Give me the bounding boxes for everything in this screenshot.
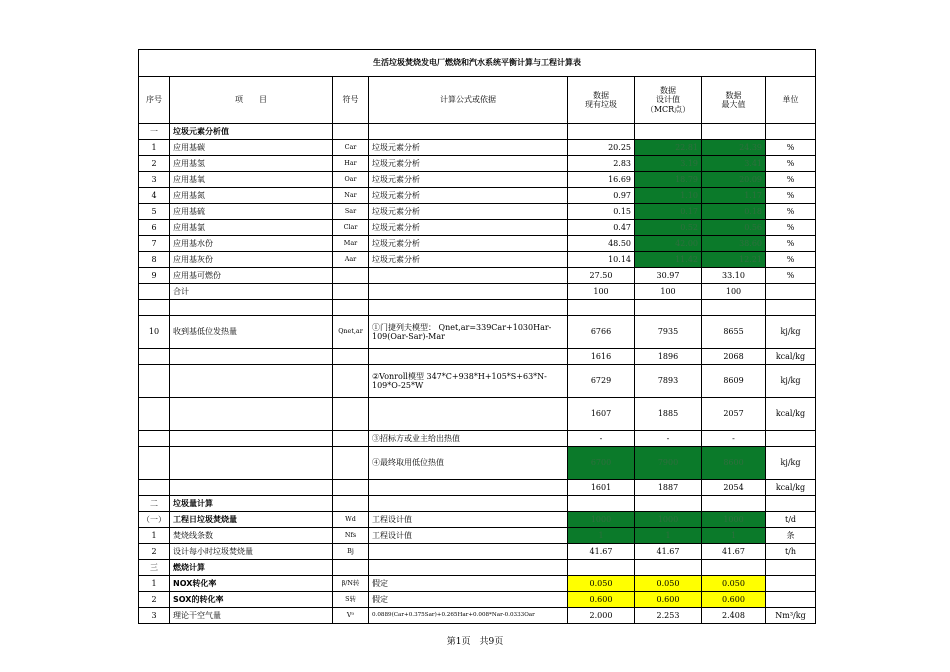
max-cell: 38.60	[702, 236, 766, 252]
seq-cell	[139, 398, 170, 431]
symbol-cell: Clar	[333, 220, 369, 236]
unit-cell: 条	[766, 528, 816, 544]
formula-cell: ②Vonroll模型 347*C+938*H+105*S+63*N-109*O-25*W	[369, 365, 568, 398]
design-cell: 0.52	[635, 220, 702, 236]
current-cell: 6766	[568, 316, 635, 349]
item-cell: 工程日垃圾焚烧量	[170, 512, 333, 528]
table-row	[139, 140, 816, 156]
max-cell: 1.17	[702, 188, 766, 204]
table-row	[139, 480, 816, 496]
current-cell: -	[568, 431, 635, 447]
current-cell: 0.600	[568, 592, 635, 608]
formula-cell: 垃圾元素分析	[369, 204, 568, 220]
header-design-text: 数据 设计值 （MCR点）	[645, 86, 691, 114]
item-cell: 应用基灰份	[170, 252, 333, 268]
design-cell: 1.10	[635, 188, 702, 204]
unit-cell	[766, 560, 816, 576]
item-cell: 应用基氧	[170, 172, 333, 188]
current-cell: 16.69	[568, 172, 635, 188]
unit-cell: kcal/kg	[766, 398, 816, 431]
design-cell: 30.97	[635, 268, 702, 284]
formula-cell: ④最终取用低位热值	[369, 447, 568, 480]
table-row	[139, 447, 816, 480]
item-cell: 燃烧计算	[170, 560, 333, 576]
max-cell: 12.21	[702, 252, 766, 268]
table-row	[139, 316, 816, 349]
max-cell: 2.408	[702, 608, 766, 624]
seq-cell: 5	[139, 204, 170, 220]
max-cell: 20.09	[702, 172, 766, 188]
unit-cell	[766, 124, 816, 140]
item-cell: 收到基低位发热量	[170, 316, 333, 349]
symbol-cell	[333, 300, 369, 316]
current-cell	[568, 496, 635, 512]
unit-cell: %	[766, 172, 816, 188]
current-cell: 48.50	[568, 236, 635, 252]
max-cell: 2054	[702, 480, 766, 496]
current-cell: 6700	[568, 447, 635, 480]
symbol-cell	[333, 480, 369, 496]
symbol-cell	[333, 431, 369, 447]
unit-cell: %	[766, 252, 816, 268]
max-cell: 24.39	[702, 140, 766, 156]
formula-cell	[369, 544, 568, 560]
symbol-cell	[333, 496, 369, 512]
table-row	[139, 592, 816, 608]
max-cell: 8655	[702, 316, 766, 349]
design-cell	[635, 300, 702, 316]
table-row	[139, 544, 816, 560]
formula-cell: 垃圾元素分析	[369, 236, 568, 252]
header-design	[635, 77, 702, 124]
symbol-cell: Aar	[333, 252, 369, 268]
header-unit: 单位	[766, 77, 816, 124]
formula-cell: ③招标方或业主给出热值	[369, 431, 568, 447]
current-cell: 2.83	[568, 156, 635, 172]
current-cell: 1607	[568, 398, 635, 431]
item-cell: 应用基可燃份	[170, 268, 333, 284]
symbol-cell: Har	[333, 156, 369, 172]
formula-cell: 垃圾元素分析	[369, 220, 568, 236]
current-cell: 1601	[568, 480, 635, 496]
current-cell: 27.50	[568, 268, 635, 284]
max-cell	[702, 300, 766, 316]
unit-cell	[766, 431, 816, 447]
seq-cell: 1	[139, 528, 170, 544]
seq-cell	[139, 284, 170, 300]
table-row	[139, 528, 816, 544]
formula-cell: ①门捷列夫模型： Qnet,ar=339Car+1030Har-109(Oar-Sar)-Mar	[369, 316, 568, 349]
table-row	[139, 172, 816, 188]
seq-cell: （一）	[139, 512, 170, 528]
unit-cell: %	[766, 204, 816, 220]
page-footer: 第1页 共9页	[446, 637, 504, 647]
symbol-cell	[333, 560, 369, 576]
formula-cell: 垃圾元素分析	[369, 172, 568, 188]
max-cell: 33.10	[702, 268, 766, 284]
header-item: 项 目	[170, 77, 333, 124]
design-cell: 1887	[635, 480, 702, 496]
table-row	[139, 560, 816, 576]
table-row	[139, 156, 816, 172]
formula-cell	[369, 398, 568, 431]
design-cell: 0.600	[635, 592, 702, 608]
item-cell: 应用基氢	[170, 156, 333, 172]
design-cell: 0.17	[635, 204, 702, 220]
symbol-cell: Oar	[333, 172, 369, 188]
design-cell: 1896	[635, 349, 702, 365]
item-cell: SOX的转化率	[170, 592, 333, 608]
header-symbol: 符号	[333, 77, 369, 124]
unit-cell: %	[766, 188, 816, 204]
max-cell: 41.67	[702, 544, 766, 560]
unit-cell: %	[766, 220, 816, 236]
symbol-cell	[333, 284, 369, 300]
formula-cell	[369, 124, 568, 140]
design-cell: 3.19	[635, 156, 702, 172]
seq-cell: 4	[139, 188, 170, 204]
header-seq: 序号	[139, 77, 170, 124]
max-cell: -	[702, 431, 766, 447]
symbol-cell: Mar	[333, 236, 369, 252]
current-cell: 1000	[568, 512, 635, 528]
header-formula: 计算公式或依据	[369, 77, 568, 124]
item-cell	[170, 398, 333, 431]
symbol-cell: Nfs	[333, 528, 369, 544]
seq-cell: 1	[139, 576, 170, 592]
seq-cell: 2	[139, 544, 170, 560]
design-cell: 7893	[635, 365, 702, 398]
design-cell: 11.42	[635, 252, 702, 268]
item-cell: 理论干空气量	[170, 608, 333, 624]
max-cell: 1	[702, 528, 766, 544]
max-cell	[702, 496, 766, 512]
unit-cell	[766, 576, 816, 592]
max-cell: 2068	[702, 349, 766, 365]
design-cell: 7900	[635, 447, 702, 480]
item-cell: 应用基水份	[170, 236, 333, 252]
design-cell: -	[635, 431, 702, 447]
formula-cell: 假定	[369, 576, 568, 592]
current-cell: 41.67	[568, 544, 635, 560]
item-cell: 合计	[170, 284, 333, 300]
table-row	[139, 398, 816, 431]
seq-cell: 3	[139, 608, 170, 624]
current-cell: 100	[568, 284, 635, 300]
seq-cell: 一	[139, 124, 170, 140]
current-cell: 0.97	[568, 188, 635, 204]
item-cell: 焚烧线条数	[170, 528, 333, 544]
formula-cell: 垃圾元素分析	[369, 188, 568, 204]
seq-cell: 2	[139, 592, 170, 608]
symbol-cell: S转	[333, 592, 369, 608]
table-row	[139, 284, 816, 300]
symbol-cell: Qnet,ar	[333, 316, 369, 349]
max-cell: 0.050	[702, 576, 766, 592]
max-cell: 0.18	[702, 204, 766, 220]
seq-cell: 7	[139, 236, 170, 252]
item-cell: 垃圾量计算	[170, 496, 333, 512]
unit-cell: %	[766, 156, 816, 172]
current-cell: 0.47	[568, 220, 635, 236]
unit-cell: kj/kg	[766, 365, 816, 398]
formula-cell	[369, 268, 568, 284]
formula-cell: 垃圾元素分析	[369, 140, 568, 156]
formula-cell: 工程设计值	[369, 528, 568, 544]
design-cell: 7935	[635, 316, 702, 349]
symbol-cell	[333, 447, 369, 480]
table-row	[139, 220, 816, 236]
unit-cell: Nm³/kg	[766, 608, 816, 624]
unit-cell	[766, 284, 816, 300]
seq-cell: 3	[139, 172, 170, 188]
seq-cell	[139, 300, 170, 316]
design-cell	[635, 496, 702, 512]
symbol-cell: Nar	[333, 188, 369, 204]
max-cell: 100	[702, 284, 766, 300]
current-cell: 0.050	[568, 576, 635, 592]
table-row	[139, 188, 816, 204]
header-current: 数据 现有垃圾	[568, 77, 635, 124]
formula-cell: 工程设计值	[369, 512, 568, 528]
item-cell	[170, 447, 333, 480]
symbol-cell	[333, 124, 369, 140]
max-cell	[702, 124, 766, 140]
item-cell: 设计每小时垃圾焚烧量	[170, 544, 333, 560]
table-row	[139, 236, 816, 252]
design-cell	[635, 124, 702, 140]
formula-cell	[369, 480, 568, 496]
table-row	[139, 252, 816, 268]
unit-cell: t/h	[766, 544, 816, 560]
formula-cell: 假定	[369, 592, 568, 608]
item-cell	[170, 349, 333, 365]
table-row	[139, 365, 816, 398]
symbol-cell	[333, 365, 369, 398]
seq-cell: 2	[139, 156, 170, 172]
design-cell: 0.050	[635, 576, 702, 592]
table-row	[139, 124, 816, 140]
design-cell: 1	[635, 528, 702, 544]
formula-cell	[369, 349, 568, 365]
unit-cell: kcal/kg	[766, 480, 816, 496]
design-cell: 2.253	[635, 608, 702, 624]
design-cell: 18.79	[635, 172, 702, 188]
current-cell: 1	[568, 528, 635, 544]
seq-cell: 10	[139, 316, 170, 349]
table-row	[139, 608, 816, 624]
design-cell: 100	[635, 284, 702, 300]
item-cell: 应用基氮	[170, 188, 333, 204]
item-cell	[170, 365, 333, 398]
seq-cell	[139, 349, 170, 365]
table-row	[139, 268, 816, 284]
formula-cell	[369, 284, 568, 300]
formula-cell	[369, 560, 568, 576]
table-row	[139, 300, 816, 316]
seq-cell	[139, 365, 170, 398]
max-cell: 2057	[702, 398, 766, 431]
item-cell: 垃圾元素分析值	[170, 124, 333, 140]
unit-cell	[766, 592, 816, 608]
symbol-cell: Bj	[333, 544, 369, 560]
seq-cell	[139, 431, 170, 447]
item-cell	[170, 300, 333, 316]
current-cell: 10.14	[568, 252, 635, 268]
current-cell	[568, 560, 635, 576]
seq-cell	[139, 447, 170, 480]
header-max: 数据 最大值	[702, 77, 766, 124]
item-cell	[170, 431, 333, 447]
design-cell: 1885	[635, 398, 702, 431]
table-row	[139, 431, 816, 447]
current-cell: 2.000	[568, 608, 635, 624]
seq-cell	[139, 480, 170, 496]
current-cell	[568, 300, 635, 316]
seq-cell: 8	[139, 252, 170, 268]
seq-cell: 三	[139, 560, 170, 576]
table-row	[139, 512, 816, 528]
symbol-cell	[333, 398, 369, 431]
current-cell: 1616	[568, 349, 635, 365]
design-cell: 22.81	[635, 140, 702, 156]
calculation-table	[138, 49, 816, 624]
item-cell: NOX转化率	[170, 576, 333, 592]
symbol-cell	[333, 268, 369, 284]
unit-cell: %	[766, 268, 816, 284]
symbol-cell: Car	[333, 140, 369, 156]
symbol-cell	[333, 349, 369, 365]
max-cell: 0.56	[702, 220, 766, 236]
design-cell: 1000	[635, 512, 702, 528]
table-title: 生活垃圾焚烧发电厂燃烧和汽水系统平衡计算与工程计算表	[139, 50, 816, 77]
formula-cell	[369, 496, 568, 512]
unit-cell	[766, 496, 816, 512]
item-cell: 应用基硫	[170, 204, 333, 220]
max-cell: 0.600	[702, 592, 766, 608]
table-row	[139, 576, 816, 592]
unit-cell: t/d	[766, 512, 816, 528]
unit-cell: kj/kg	[766, 316, 816, 349]
design-cell: 42.00	[635, 236, 702, 252]
unit-cell	[766, 300, 816, 316]
max-cell: 1000	[702, 512, 766, 528]
formula-cell: 垃圾元素分析	[369, 252, 568, 268]
symbol-cell: Sar	[333, 204, 369, 220]
design-cell	[635, 560, 702, 576]
symbol-cell: Wd	[333, 512, 369, 528]
item-cell	[170, 480, 333, 496]
max-cell	[702, 560, 766, 576]
seq-cell: 6	[139, 220, 170, 236]
unit-cell: kj/kg	[766, 447, 816, 480]
symbol-cell: β/N转	[333, 576, 369, 592]
design-cell: 41.67	[635, 544, 702, 560]
current-cell: 0.15	[568, 204, 635, 220]
current-cell: 6729	[568, 365, 635, 398]
max-cell: 8600	[702, 447, 766, 480]
formula-cell	[369, 300, 568, 316]
table-row	[139, 349, 816, 365]
seq-cell: 9	[139, 268, 170, 284]
unit-cell: %	[766, 236, 816, 252]
unit-cell: kcal/kg	[766, 349, 816, 365]
seq-cell: 1	[139, 140, 170, 156]
current-cell: 20.25	[568, 140, 635, 156]
current-cell	[568, 124, 635, 140]
max-cell: 3.41	[702, 156, 766, 172]
formula-cell: 垃圾元素分析	[369, 156, 568, 172]
max-cell: 8609	[702, 365, 766, 398]
table-row	[139, 496, 816, 512]
seq-cell: 二	[139, 496, 170, 512]
unit-cell: %	[766, 140, 816, 156]
symbol-cell: V⁰	[333, 608, 369, 624]
formula-cell: 0.0889(Car+0.375Sar)+0.265Har+0.008*Nar-0.0333Oar	[369, 608, 568, 624]
item-cell: 应用基碳	[170, 140, 333, 156]
table-row	[139, 204, 816, 220]
item-cell: 应用基氯	[170, 220, 333, 236]
